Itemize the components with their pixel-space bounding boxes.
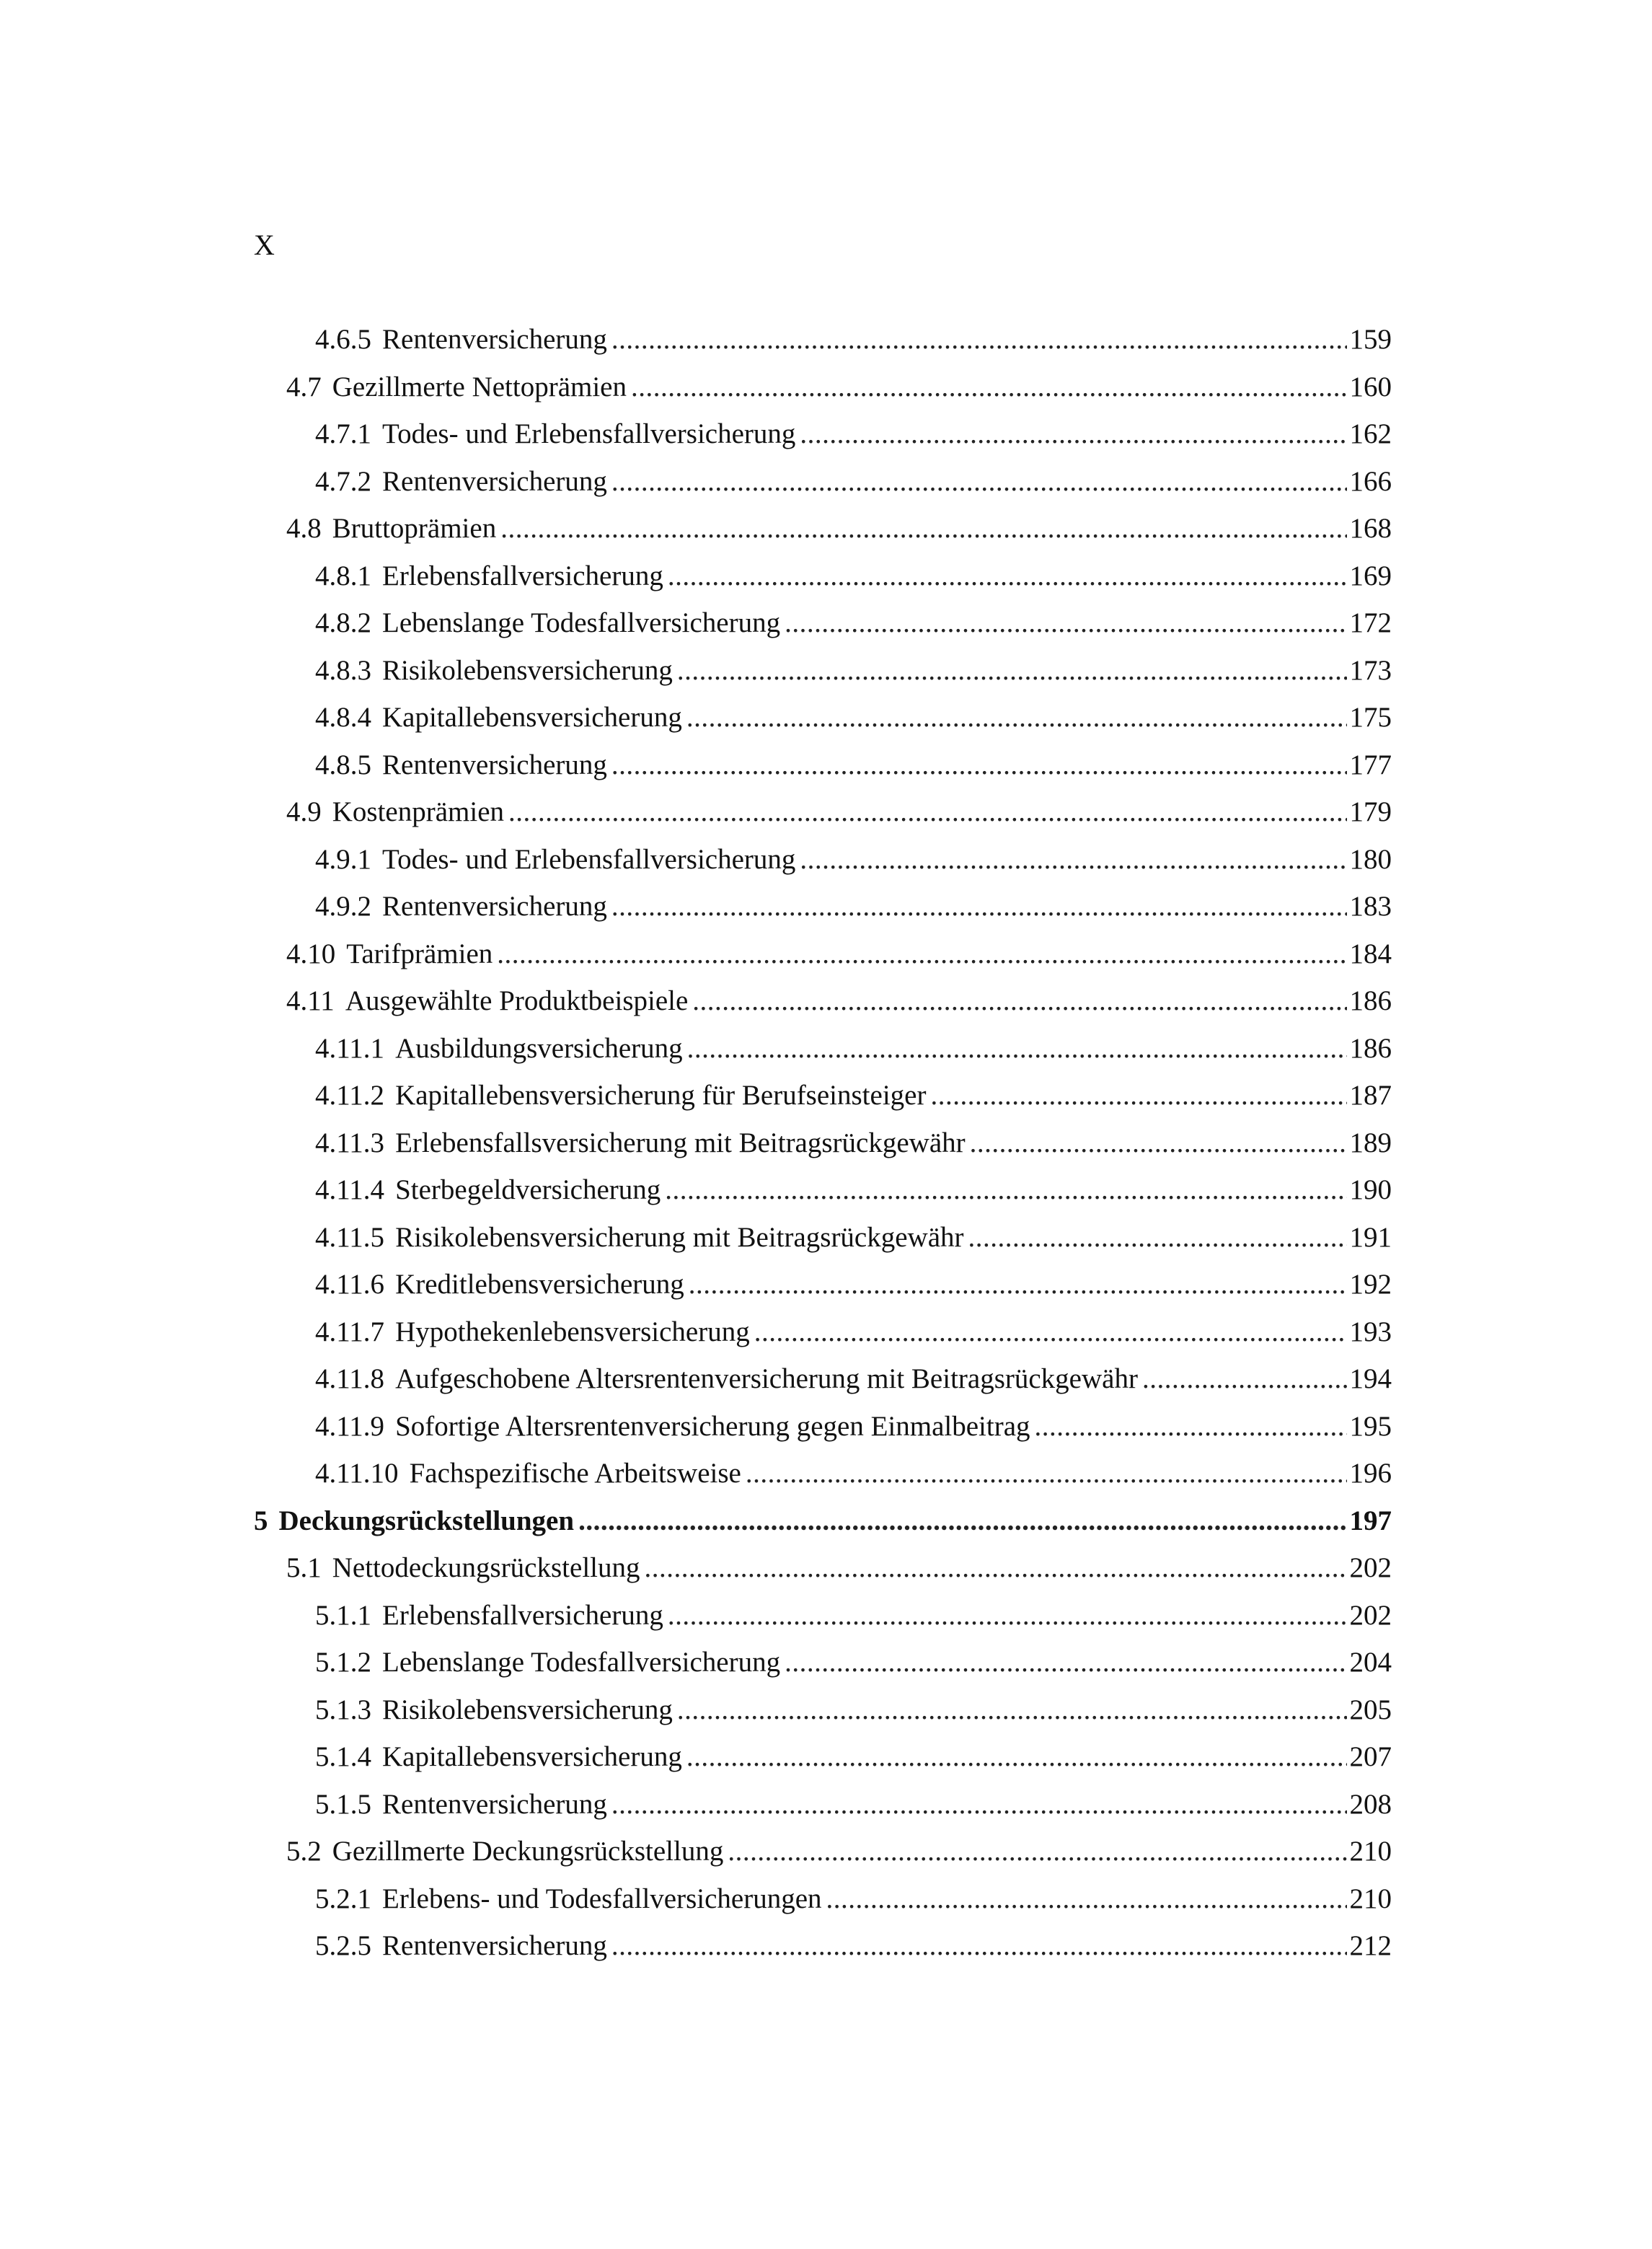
toc-entry-title: Rentenversicherung xyxy=(382,749,607,780)
toc-entry xyxy=(254,1166,1392,1214)
toc-dot-leader xyxy=(631,364,1347,411)
toc-entry-page: 168 xyxy=(1349,513,1392,544)
toc-dot-leader xyxy=(970,1119,1347,1167)
toc-entry-number: 4.7.2 xyxy=(315,465,371,497)
toc-entry-title: Risikolebensversicherung xyxy=(382,1694,673,1725)
toc-entry-page: 191 xyxy=(1349,1221,1392,1253)
toc-entry xyxy=(254,505,1392,553)
toc-dot-leader xyxy=(668,1592,1347,1640)
toc-entry-title: Rentenversicherung xyxy=(382,891,607,922)
toc-entry xyxy=(254,1781,1392,1828)
toc-entry xyxy=(254,883,1392,930)
toc-dot-leader xyxy=(800,410,1346,458)
toc-entry xyxy=(254,1403,1392,1451)
toc-entry-page: 204 xyxy=(1349,1647,1392,1678)
toc-entry-number: 4.9.1 xyxy=(315,843,371,875)
toc-dot-leader xyxy=(826,1875,1347,1923)
toc-dot-leader xyxy=(497,930,1346,978)
toc-entry-title: Gezillmerte Deckungsrückstellung xyxy=(332,1836,724,1867)
toc-entry xyxy=(254,1119,1392,1167)
toc-entry-page: 186 xyxy=(1349,1032,1392,1064)
toc-entry-number: 5.1.2 xyxy=(315,1647,371,1678)
toc-entry-title: Lebenslange Todesfallversicherung xyxy=(382,607,781,638)
toc-entry-title: Fachspezifische Arbeitsweise xyxy=(409,1458,741,1489)
toc-entry-number: 4.11.6 xyxy=(315,1269,385,1300)
toc-entry xyxy=(254,1686,1392,1734)
toc-entry xyxy=(254,1214,1392,1262)
toc-entry-title: Ausbildungsversicherung xyxy=(395,1032,683,1064)
toc-entry xyxy=(254,1544,1392,1592)
toc-entry xyxy=(254,977,1392,1025)
toc-entry xyxy=(254,1355,1392,1403)
toc-entry-page: 210 xyxy=(1349,1883,1392,1914)
toc-dot-leader xyxy=(1035,1403,1347,1451)
toc-entry-title: Hypothekenlebensversicherung xyxy=(395,1316,750,1347)
toc-entry-page: 202 xyxy=(1349,1552,1392,1583)
toc-entry-title: Kostenprämien xyxy=(332,796,505,827)
toc-entry-title: Gezillmerte Nettoprämien xyxy=(332,371,627,402)
toc-entry-page: 196 xyxy=(1349,1458,1392,1489)
toc-entry xyxy=(254,1875,1392,1923)
toc-dot-leader xyxy=(668,553,1347,600)
toc-entry-number: 4.11 xyxy=(286,985,335,1016)
toc-entry-title: Sterbegeldversicherung xyxy=(395,1174,661,1205)
toc-entry-title: Rentenversicherung xyxy=(382,1930,607,1961)
toc-entry-number: 5.1.3 xyxy=(315,1694,371,1725)
toc-entry xyxy=(254,410,1392,458)
toc-entry-number: 4.11.5 xyxy=(315,1221,385,1253)
toc-dot-leader xyxy=(500,505,1346,553)
toc-dot-leader xyxy=(754,1308,1347,1356)
toc-entry-title: Kreditlebensversicherung xyxy=(395,1269,684,1300)
toc-entry-title: Erlebens- und Todesfallversicherungen xyxy=(382,1883,822,1914)
toc-entry-number: 5.1.5 xyxy=(315,1788,371,1820)
toc-entry xyxy=(254,1592,1392,1640)
toc-entry-page: 172 xyxy=(1349,607,1392,638)
toc-entry xyxy=(254,1308,1392,1356)
toc-entry-title: Todes- und Erlebensfallversicherung xyxy=(382,418,796,449)
toc-entry-title: Lebenslange Todesfallversicherung xyxy=(382,1647,781,1678)
toc-entry-page: 205 xyxy=(1349,1694,1392,1725)
toc-entry-number: 4.8.5 xyxy=(315,749,371,780)
toc-dot-leader xyxy=(686,1733,1347,1781)
toc-entry xyxy=(254,788,1392,836)
toc-entry-title: Rentenversicherung xyxy=(382,465,607,497)
toc-entry-page: 208 xyxy=(1349,1788,1392,1820)
toc-dot-leader xyxy=(611,458,1347,506)
toc-dot-leader xyxy=(578,1497,1346,1545)
toc-dot-leader xyxy=(611,883,1347,930)
toc-entry xyxy=(254,741,1392,789)
toc-entry-page: 192 xyxy=(1349,1269,1392,1300)
toc-entry-page: 184 xyxy=(1349,938,1392,969)
toc-entry xyxy=(254,364,1392,411)
toc-entry-page: 193 xyxy=(1349,1316,1392,1347)
toc-entry-page: 159 xyxy=(1349,324,1392,355)
toc-entry xyxy=(254,1639,1392,1686)
toc-entry-title: Risikolebensversicherung xyxy=(382,654,673,686)
toc-dot-leader xyxy=(785,599,1346,647)
toc-entry-number: 5.1 xyxy=(286,1552,322,1583)
toc-entry-title: Aufgeschobene Altersrentenversicherung mit Beitragsrückgewähr xyxy=(395,1363,1138,1394)
toc-entry-title: Kapitallebensversicherung xyxy=(382,1741,682,1772)
toc-entry-number: 5.2.1 xyxy=(315,1883,371,1914)
toc-entry-title: Rentenversicherung xyxy=(382,1788,607,1820)
toc-entry-number: 5.1.4 xyxy=(315,1741,371,1772)
toc-entry-title: Erlebensfallversicherung xyxy=(382,1599,663,1631)
toc-dot-leader xyxy=(508,788,1346,836)
toc-entry-title: Risikolebensversicherung mit Beitragsrückgewähr xyxy=(395,1221,964,1253)
toc-entry-number: 4.11.1 xyxy=(315,1032,385,1064)
toc-entry-page: 162 xyxy=(1349,418,1392,449)
toc-entry-number: 4.11.2 xyxy=(315,1080,385,1111)
toc-dot-leader xyxy=(930,1072,1346,1119)
toc-entry-page: 175 xyxy=(1349,702,1392,733)
toc-entry-number: 4.11.10 xyxy=(315,1458,399,1489)
toc-dot-leader xyxy=(692,977,1346,1025)
toc-entry-title: Rentenversicherung xyxy=(382,324,607,355)
toc-entry-title: Erlebensfallsversicherung mit Beitragsrückgewähr xyxy=(395,1127,966,1158)
toc-dot-leader xyxy=(689,1261,1347,1308)
toc-entry-number: 4.6.5 xyxy=(315,324,371,355)
toc-entry-page: 169 xyxy=(1349,560,1392,591)
toc-entry-title: Todes- und Erlebensfallversicherung xyxy=(382,843,796,875)
toc-entry xyxy=(254,1828,1392,1875)
toc-dot-leader xyxy=(611,741,1347,789)
toc-entry-title: Kapitallebensversicherung xyxy=(382,702,682,733)
toc-entry-number: 5.2 xyxy=(286,1836,322,1867)
toc-entry xyxy=(254,694,1392,741)
toc-dot-leader xyxy=(785,1639,1346,1686)
toc-dot-leader xyxy=(611,1781,1347,1828)
toc-entry-page: 190 xyxy=(1349,1174,1392,1205)
toc-entry xyxy=(254,836,1392,884)
toc-entry-title: Sofortige Altersrentenversicherung gegen Einmalbeitrag xyxy=(395,1410,1030,1442)
toc-entry-page: 183 xyxy=(1349,891,1392,922)
toc-entry-number: 4.9.2 xyxy=(315,891,371,922)
toc-dot-leader xyxy=(665,1166,1346,1214)
toc-entry-page: 195 xyxy=(1349,1410,1392,1442)
toc-dot-leader xyxy=(686,694,1347,741)
toc-entry-page: 173 xyxy=(1349,654,1392,686)
toc-entry-title: Deckungsrückstellungen xyxy=(278,1505,575,1536)
toc-entry-title: Tarifprämien xyxy=(346,938,493,969)
toc-entry-page: 197 xyxy=(1349,1505,1392,1536)
toc-entry-page: 160 xyxy=(1349,371,1392,402)
toc-entry-page: 177 xyxy=(1349,749,1392,780)
toc-entry xyxy=(254,599,1392,647)
toc-entry xyxy=(254,1025,1392,1073)
toc-dot-leader xyxy=(611,316,1347,364)
toc-entry-number: 5.1.1 xyxy=(315,1599,371,1631)
toc-entry xyxy=(254,316,1392,364)
toc-dot-leader xyxy=(800,836,1346,884)
toc-entry-number: 4.8 xyxy=(286,513,322,544)
toc-dot-leader xyxy=(1142,1355,1347,1403)
toc-dot-leader xyxy=(968,1214,1347,1262)
toc-entry xyxy=(254,458,1392,506)
toc-entry xyxy=(254,647,1392,695)
table-of-contents xyxy=(254,316,1392,1970)
toc-entry-number: 4.9 xyxy=(286,796,322,827)
toc-entry-number: 4.8.3 xyxy=(315,654,371,686)
toc-entry-number: 4.8.1 xyxy=(315,560,371,591)
toc-dot-leader xyxy=(687,1025,1347,1073)
toc-entry-number: 4.11.8 xyxy=(315,1363,385,1394)
toc-entry-number: 4.8.4 xyxy=(315,702,371,733)
toc-entry-title: Kapitallebensversicherung für Berufseinsteiger xyxy=(395,1080,927,1111)
page-number: X xyxy=(254,229,275,261)
toc-entry xyxy=(254,1922,1392,1970)
toc-entry xyxy=(254,1072,1392,1119)
toc-entry-page: 180 xyxy=(1349,843,1392,875)
toc-entry-page: 212 xyxy=(1349,1930,1392,1961)
toc-entry-number: 5.2.5 xyxy=(315,1930,371,1961)
toc-entry-title: Erlebensfallversicherung xyxy=(382,560,663,591)
toc-entry-number: 4.11.7 xyxy=(315,1316,385,1347)
toc-entry-page: 194 xyxy=(1349,1363,1392,1394)
toc-entry-number: 4.7.1 xyxy=(315,418,371,449)
toc-dot-leader xyxy=(611,1922,1347,1970)
toc-dot-leader xyxy=(728,1828,1346,1875)
toc-entry-page: 179 xyxy=(1349,796,1392,827)
toc-entry xyxy=(254,930,1392,978)
toc-entry xyxy=(254,1497,1392,1545)
toc-entry-page: 210 xyxy=(1349,1836,1392,1867)
toc-entry-number: 4.11.4 xyxy=(315,1174,385,1205)
toc-entry-title: Ausgewählte Produktbeispiele xyxy=(345,985,689,1016)
toc-entry-number: 4.10 xyxy=(286,938,336,969)
toc-entry-title: Nettodeckungsrückstellung xyxy=(332,1552,640,1583)
toc-entry-page: 187 xyxy=(1349,1080,1392,1111)
toc-entry-page: 186 xyxy=(1349,985,1392,1016)
toc-dot-leader xyxy=(677,647,1347,695)
toc-entry-number: 4.8.2 xyxy=(315,607,371,638)
toc-entry-title: Bruttoprämien xyxy=(332,513,497,544)
toc-entry xyxy=(254,1450,1392,1497)
toc-dot-leader xyxy=(644,1544,1346,1592)
toc-entry-page: 207 xyxy=(1349,1741,1392,1772)
toc-entry-page: 189 xyxy=(1349,1127,1392,1158)
toc-entry-number: 5 xyxy=(254,1505,268,1536)
toc-entry xyxy=(254,553,1392,600)
toc-dot-leader xyxy=(746,1450,1347,1497)
toc-entry-number: 4.11.3 xyxy=(315,1127,385,1158)
toc-entry-page: 166 xyxy=(1349,465,1392,497)
toc-dot-leader xyxy=(677,1686,1347,1734)
toc-entry xyxy=(254,1733,1392,1781)
toc-entry-number: 4.7 xyxy=(286,371,322,402)
toc-entry xyxy=(254,1261,1392,1308)
toc-entry-page: 202 xyxy=(1349,1599,1392,1631)
toc-entry-number: 4.11.9 xyxy=(315,1410,385,1442)
